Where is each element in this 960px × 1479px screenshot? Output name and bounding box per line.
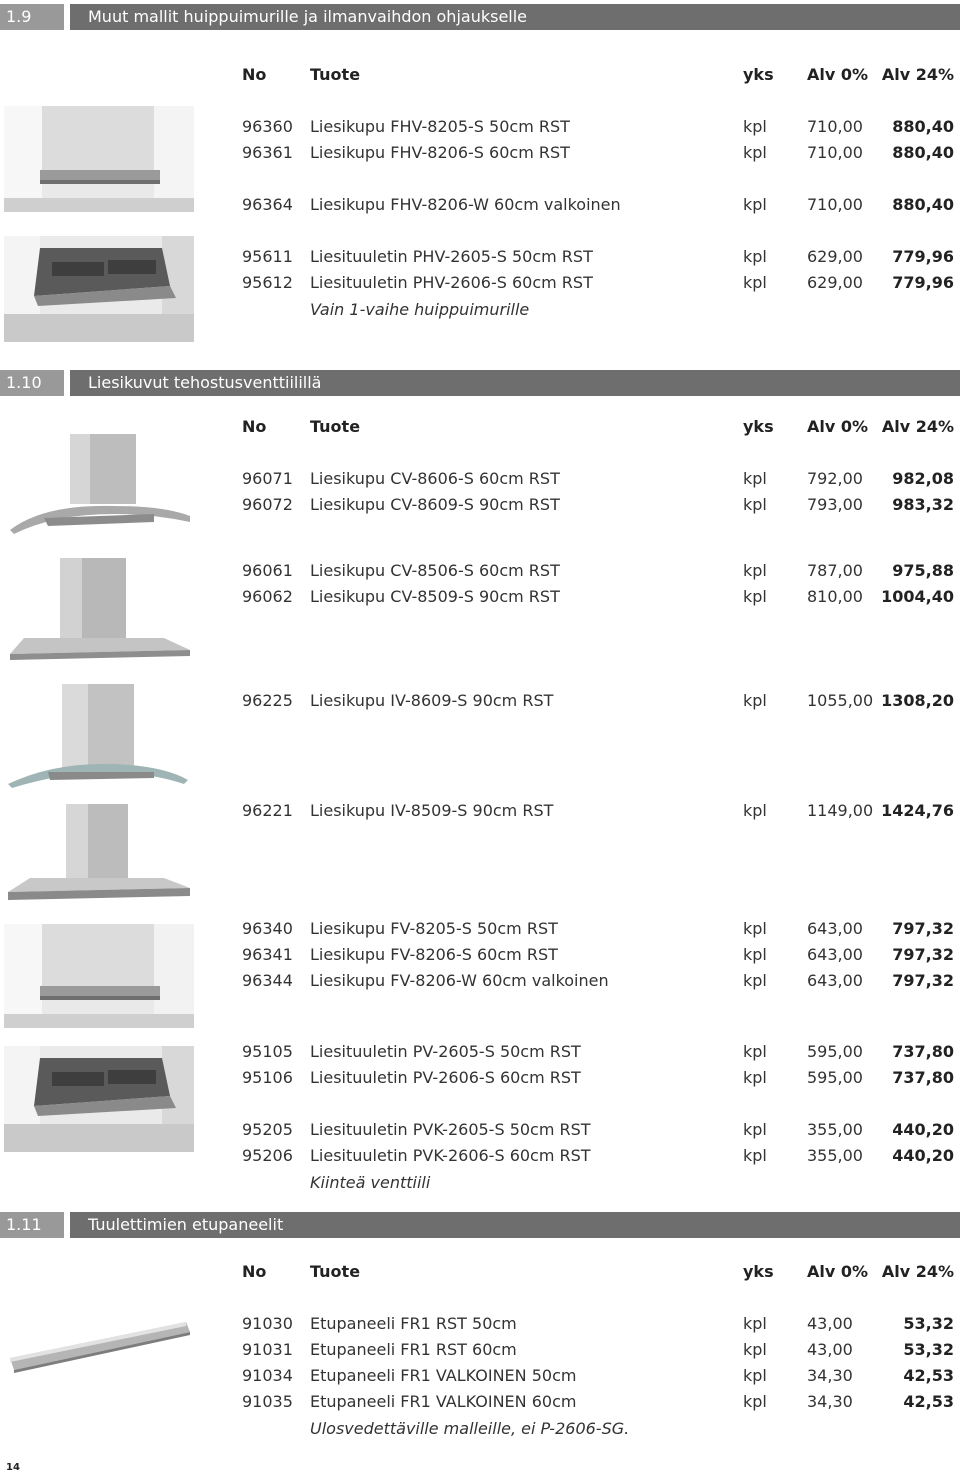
table-row: 96072 Liesikupu CV-8609-S 90cm RST kpl 793,00 983,32 <box>242 495 954 514</box>
column-no: No <box>242 65 267 84</box>
table-row: 96341 Liesikupu FV-8206-S 60cm RST kpl 643,00 797,32 <box>242 945 954 964</box>
section-header-1-11 <box>0 1212 960 1238</box>
table-row: 96360 Liesikupu FHV-8205-S 50cm RST kpl 710,00 880,40 <box>242 117 954 136</box>
page-number: 14 <box>6 1462 20 1473</box>
table-row: 96071 Liesikupu CV-8606-S 60cm RST kpl 792,00 982,08 <box>242 469 954 488</box>
section-note: Vain 1-vaihe huippuimurille <box>310 300 530 319</box>
column-product: Tuote <box>310 65 361 84</box>
table-row: 96221 Liesikupu IV-8509-S 90cm RST kpl 1149,00 1424,76 <box>242 801 954 820</box>
table-row: 91030 Etupaneeli FR1 RST 50cm kpl 43,00 53,32 <box>242 1314 954 1333</box>
section-number: 1.11 <box>0 1212 64 1238</box>
table-row: 91035 Etupaneeli FR1 VALKOINEN 60cm kpl 34,30 42,53 <box>242 1392 954 1411</box>
section-note: Ulosvedettäville malleille, ei P-2606-SG. <box>310 1419 630 1438</box>
table-row: 96061 Liesikupu CV-8506-S 60cm RST kpl 787,00 975,88 <box>242 561 954 580</box>
table-row: 95612 Liesituuletin PHV-2606-S 60cm RST kpl 629,00 779,96 <box>242 273 954 292</box>
section-note: Kiinteä venttiili <box>310 1173 431 1192</box>
column-header-row: No Tuote yks Alv 0% Alv 24% <box>242 417 954 436</box>
table-row: 96225 Liesikupu IV-8609-S 90cm RST kpl 1055,00 1308,20 <box>242 691 954 710</box>
table-row: 96344 Liesikupu FV-8206-W 60cm valkoinen kpl 643,00 797,32 <box>242 971 954 990</box>
table-row: 95106 Liesituuletin PV-2606-S 60cm RST kpl 595,00 737,80 <box>242 1068 954 1087</box>
section-title: Tuulettimien etupaneelit <box>70 1212 960 1238</box>
table-row: 96361 Liesikupu FHV-8206-S 60cm RST kpl 710,00 880,40 <box>242 143 954 162</box>
section-title: Liesikuvut tehostusventtiilillä <box>70 370 960 396</box>
column-vat0: Alv 0% <box>807 65 869 84</box>
table-row: 95611 Liesituuletin PHV-2605-S 50cm RST kpl 629,00 779,96 <box>242 247 954 266</box>
table-row: 96062 Liesikupu CV-8509-S 90cm RST kpl 810,00 1004,40 <box>242 587 954 606</box>
table-row: 96364 Liesikupu FHV-8206-W 60cm valkoinen kpl 710,00 880,40 <box>242 195 954 214</box>
table-row: 95105 Liesituuletin PV-2605-S 50cm RST kpl 595,00 737,80 <box>242 1042 954 1061</box>
section-header-1-9 <box>0 4 960 30</box>
section-number: 1.9 <box>0 4 64 30</box>
section-number: 1.10 <box>0 370 64 396</box>
column-vat24: Alv 24% <box>881 65 954 84</box>
section-title: Muut mallit huippuimurille ja ilmanvaihdon ohjaukselle <box>70 4 960 30</box>
column-header-row <box>0 64 960 86</box>
table-row: 96340 Liesikupu FV-8205-S 50cm RST kpl 643,00 797,32 <box>242 919 954 938</box>
table-row: 95205 Liesituuletin PVK-2605-S 50cm RST kpl 355,00 440,20 <box>242 1120 954 1139</box>
column-unit: yks <box>743 65 774 84</box>
table-row: 91034 Etupaneeli FR1 VALKOINEN 50cm kpl 34,30 42,53 <box>242 1366 954 1385</box>
table-row: 95206 Liesituuletin PVK-2606-S 60cm RST kpl 355,00 440,20 <box>242 1146 954 1165</box>
column-header-row: No Tuote yks Alv 0% Alv 24% <box>242 1262 954 1281</box>
table-row: 91031 Etupaneeli FR1 RST 60cm kpl 43,00 53,32 <box>242 1340 954 1359</box>
section-header-1-10 <box>0 370 960 396</box>
